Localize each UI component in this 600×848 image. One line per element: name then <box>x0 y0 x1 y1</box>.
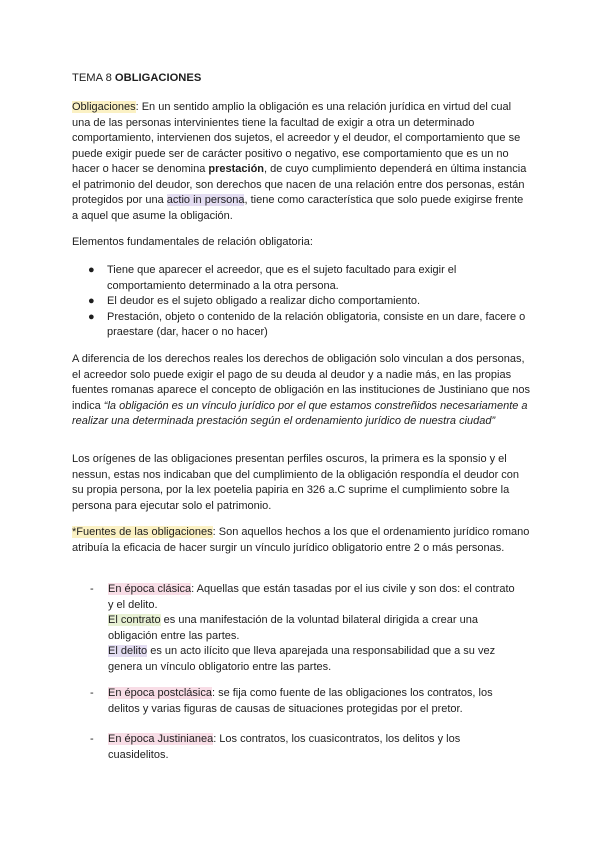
dash-icon: - <box>90 583 94 595</box>
paragraph-origenes: Los orígenes de las obligaciones presentan perfiles oscuros, la primera es la sponsio y el nessun, estas nos indicaban que del cumplimiento de la obligación respondía el deudor con su propia persona, por la lex poetelia papiria en 326 a.C suprime el cumplimiento sobre la persona para ejecutar solo el patrimonio. <box>72 453 520 512</box>
paragraph-elementos: Elementos fundamentales de relación obligatoria: <box>72 236 313 248</box>
bullet-icon: ● <box>88 310 95 323</box>
bold-prestacion: prestación <box>208 163 265 175</box>
paragraph-derechos: A diferencia de los derechos reales los derechos de obligación solo vinculan a dos personas, el acreedor solo puede exigir el pago de su deuda al deudor y a nadie más, en las propias fuentes romanas aparece el concepto de obligación en las instituciones de Justiniano que nos indica “la obligación es un vínculo jurídico por el que estamos constreñidos necesariamente a realizar una determinada prestación según el ordenamiento jurídico de nuestra ciudad” <box>72 353 531 427</box>
highlight-obligaciones: Obligaciones <box>72 101 136 113</box>
bullet-icon: ● <box>88 295 95 307</box>
highlight-el-contrato: El contrato <box>108 614 161 626</box>
section-epoca-postclasica: - En época postclásica: se fija como fuente de las obligaciones los contratos, los delitos y varias figuras de causas de situaciones protegidas por el pretor. <box>90 687 493 715</box>
highlight-actio-in-persona: actio in persona <box>166 194 245 206</box>
highlight-epoca-justinianea: En época Justinianea <box>108 733 214 745</box>
justiniano-quote: “la obligación es un vínculo jurídico por el que estamos constreñidos necesariamente a realizar una determinada prestación según el ordenamiento jurídico de nuestra ciudad” <box>72 399 528 427</box>
highlight-epoca-clasica: En época clásica <box>108 583 192 595</box>
highlight-epoca-postclasica: En época postclásica <box>108 687 212 699</box>
elements-list <box>88 263 532 341</box>
list-item: ● El deudor es el sujeto obligado a realizar dicho comportamiento. <box>88 294 532 310</box>
bullet-icon: ● <box>88 264 95 276</box>
paragraph-obligaciones: Obligaciones: En un sentido amplio la obligación es una relación jurídica en virtud del cual una de las personas intervinientes tiene la facultad de exigir a otra un determinado comportamiento, intervienen dos sujetos, el acreedor y el deudor, el comportamiento que se puede exigir puede ser de carácter positivo o negativo, ese comportamiento que es un no hacer o hacer se denomina prestación, de cuyo cumplimiento dependerá en última instancia el patrimonio del deudor, son derechos que nacen de una relación entre dos personas, están protegidos por una actio in persona, tiene como característica que solo puede exigirse frente a aquel que asume la obligación. <box>72 101 527 222</box>
list-item: ● Tiene que aparecer el acreedor, que es el sujeto facultado para exigir el comportamiento determinado a la otra persona. <box>88 264 457 292</box>
highlight-fuentes: *Fuentes de las obligaciones <box>72 526 213 538</box>
title-bold: OBLIGACIONES <box>114 72 202 84</box>
section-epoca-clasica: - En época clásica: Aquellas que están tasadas por el ius civile y son dos: el contrato y el delito. El contrato es una manifestación de la voluntad bilateral dirigida a crear una obligación entre las partes. El delito es un acto ilícito que lleva aparejada una responsabilidad que a su vez genera un vínculo obligatorio entre las partes. <box>90 583 515 673</box>
dash-icon: - <box>90 733 94 745</box>
highlight-el-delito: El delito <box>108 645 148 657</box>
paragraph-fuentes: *Fuentes de las obligaciones: Son aquellos hechos a los que el ordenamiento jurídico romano atribuía la eficacia de hacer surgir un vínculo jurídico obligatorio entre 2 o más personas. <box>72 526 530 554</box>
list-item: ● Prestación, objeto o contenido de la relación obligatoria, consiste en un dare, facere o praestare (dar, hacer o no hacer) <box>88 310 526 338</box>
section-epoca-justinianea: - En época Justinianea: Los contratos, los cuasicontratos, los delitos y los cuasidelitos. <box>90 733 461 761</box>
dash-icon: - <box>90 687 94 699</box>
page-title: TEMA 8 OBLIGACIONES <box>72 72 202 84</box>
